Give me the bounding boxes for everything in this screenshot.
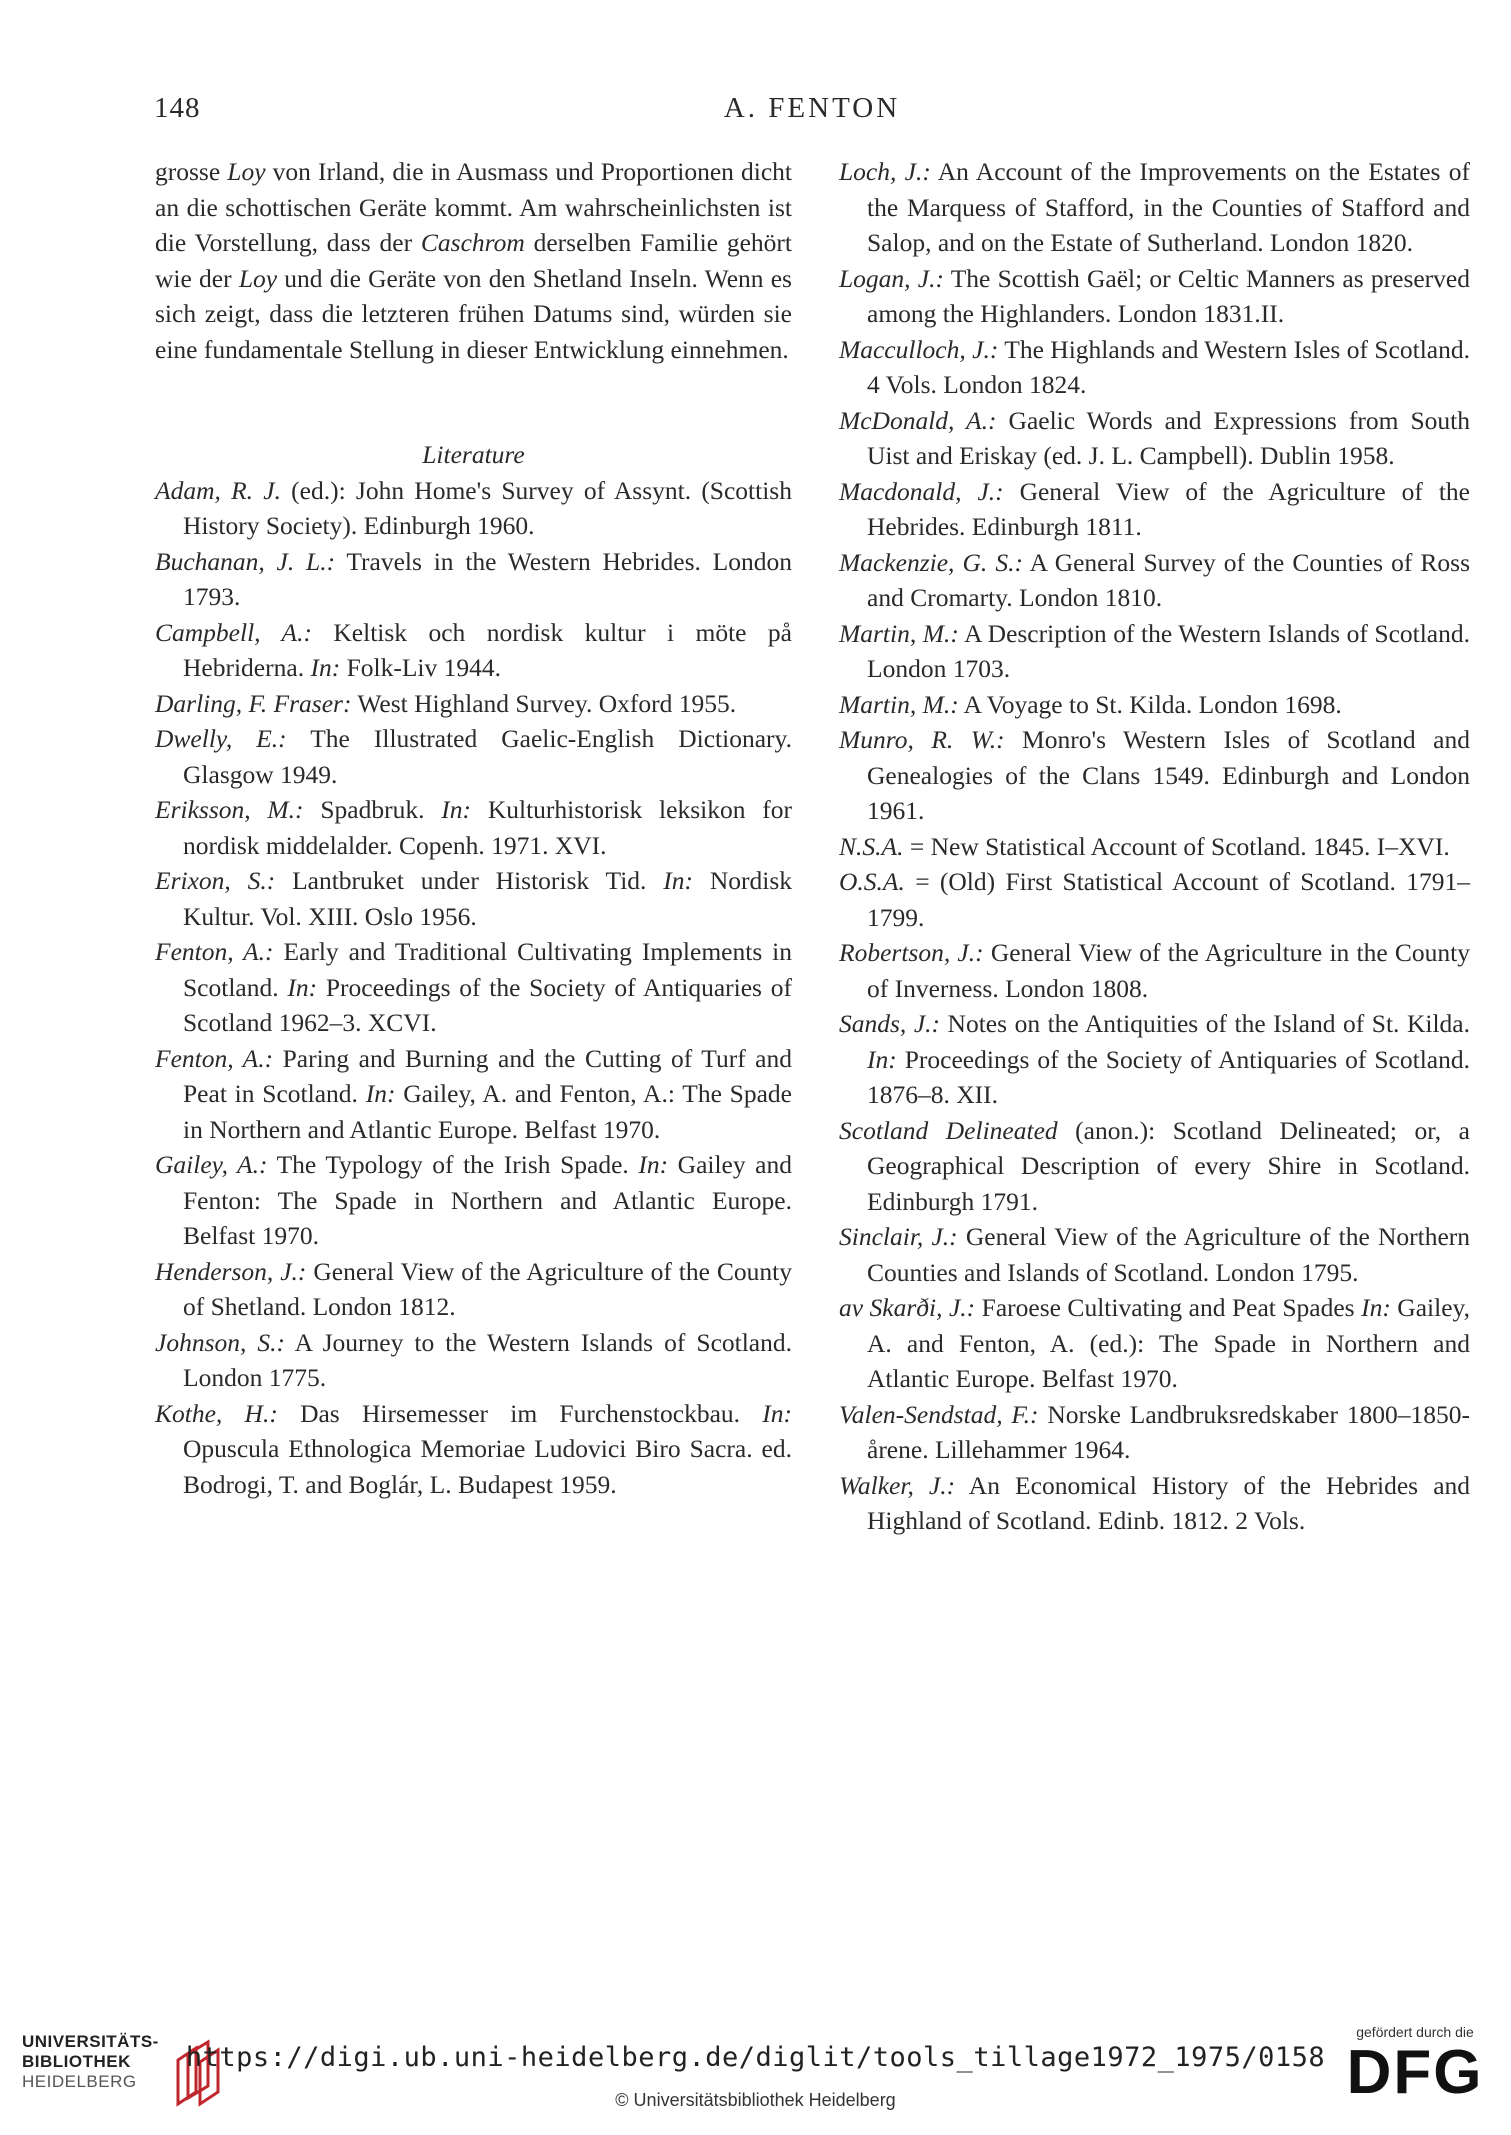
text-run: Monro's Western Isles of Scotland and Genealogies of the Clans 1549. Edinburgh and London 1961. [867, 725, 1470, 825]
italic-text: Walker, J.: [839, 1470, 956, 1500]
italic-text: In: [663, 866, 693, 895]
italic-text: Eriksson, M.: [155, 795, 304, 824]
text-run: Keltisk och nordisk kultur i möte på Hebriderna. [183, 617, 792, 682]
italic-text: Valen-Sendstad, F.: [839, 1399, 1039, 1429]
italic-text: Loch, J.: [839, 157, 931, 186]
text-run: Folk-Liv 1944. [340, 653, 501, 682]
dfg-logo-text: DFG [1346, 2038, 1484, 2107]
reference-entry [155, 1147, 792, 1254]
italic-text: In: [1361, 1293, 1391, 1322]
text-run: Gailey, A. and Fenton, A.: The Spade in Northern and Atlantic Europe. Belfast 1970. [183, 1079, 792, 1144]
text-run: Gailey, A. and Fenton, A. (ed.): The Spade in Northern and Atlantic Europe. Belfast 1970. [867, 1293, 1470, 1393]
digitization-footer [0, 2010, 1511, 2135]
dfg-sponsor-logo [1335, 2024, 1495, 2124]
italic-text: In: [762, 1398, 792, 1428]
left-column [155, 154, 792, 1502]
intro-paragraph [155, 154, 792, 367]
reference-entry [839, 474, 1470, 545]
reference-entry [155, 473, 792, 544]
italic-text: McDonald, A.: [839, 405, 997, 435]
italic-text: O.S.A. [839, 867, 905, 896]
italic-text: Adam, R. J. [155, 475, 281, 505]
text-run: The Highlands and Western Isles of Scotland. 4 Vols. London 1824. [867, 334, 1470, 399]
text-run: (anon.): Scotland Delineated; or, a Geographical Description of every Shire in Scotland. Edinburgh 1791. [867, 1115, 1470, 1216]
reference-entry [839, 403, 1470, 474]
reference-entry [839, 616, 1470, 687]
italic-text: In: [441, 795, 472, 824]
reference-entry [839, 829, 1470, 865]
italic-text: Henderson, J.: [155, 1256, 307, 1286]
reference-entry [155, 934, 792, 1041]
text-run: Norske Landbruksredskaber 1800–1850-årene. Lillehammer 1964. [867, 1399, 1470, 1464]
running-head-author: A. FENTON [723, 92, 901, 124]
reference-entry [839, 1006, 1470, 1113]
italic-text: In: [867, 1044, 897, 1074]
italic-text: Loy [238, 263, 278, 293]
reference-entry [155, 863, 792, 934]
italic-text: Macdonald, J.: [839, 476, 1004, 506]
reference-entry [839, 722, 1470, 829]
text-run: General View of the Agriculture of the Hebrides. Edinburgh 1811. [867, 476, 1470, 541]
text-run: Travels in the Western Hebrides. London 1793. [183, 546, 792, 611]
text-run: Nordisk Kultur. Vol. XIII. Oslo 1956. [183, 866, 792, 931]
reference-entry [839, 864, 1470, 935]
uni-logo-line-1: UNIVERSITÄTS- [22, 2032, 159, 2051]
text-run: Gaelic Words and Expressions from South Uist and Eriskay (ed. J. L. Campbell). Dublin 1958. [867, 405, 1470, 470]
reference-entry [155, 792, 792, 863]
reference-entry [155, 686, 792, 722]
text-run: The Illustrated Gaelic-English Dictionary. Glasgow 1949. [183, 724, 792, 789]
text-run: A General Survey of the Counties of Ross and Cromarty. London 1810. [867, 547, 1470, 612]
left-reference-list [155, 473, 792, 1503]
italic-text: Campbell, A.: [155, 617, 312, 647]
page-number: 148 [154, 92, 201, 124]
text-run: = New Statistical Account of Scotland. 1845. I–XVI. [903, 831, 1450, 861]
italic-text: In: [638, 1150, 669, 1179]
copyright-notice: © Universitätsbibliothek Heidelberg [615, 2090, 896, 2110]
reference-entry [155, 1325, 792, 1396]
text-run: An Economical History of the Hebrides and Highland of Scotland. Edinb. 1812. 2 Vols. [867, 1470, 1471, 1535]
italic-text: In: [365, 1079, 396, 1108]
text-run: von Irland, die in Ausmass und Proportionen dicht an die schottischen Geräte kommt. Am wahrscheinlichsten ist die Vorstellung, dass der [155, 157, 792, 257]
text-run: General View of the Agriculture of the Northern Counties and Islands of Scotland. London 1795. [867, 1222, 1470, 1287]
text-run: derselben Familie gehört wie der [155, 228, 792, 293]
uni-logo-line-3: HEIDELBERG [22, 2072, 137, 2091]
italic-text: Gailey, A.: [155, 1150, 268, 1179]
text-run: An Account of the Improvements on the Estates of the Marquess of Stafford, in the Counties of Stafford and Salop, and on the Estate of Sutherland. London 1820. [867, 157, 1471, 257]
reference-entry [155, 544, 792, 615]
reference-entry [839, 687, 1470, 723]
reference-entry [839, 332, 1470, 403]
italic-text: Martin, M.: [839, 689, 959, 719]
running-head [154, 92, 1470, 132]
italic-text: Sands, J.: [839, 1009, 941, 1038]
text-run: Notes on the Antiquities of the Island of St. Kilda. [940, 1009, 1470, 1038]
text-run: A Journey to the Western Islands of Scotland. London 1775. [183, 1327, 792, 1392]
reference-entry [155, 615, 792, 686]
text-run: Lantbruket under Historisk Tid. [275, 866, 664, 895]
text-run: und die Geräte von den Shetland Inseln. Wenn es sich zeigt, dass die letzteren frühen Datums sind, würden sie eine fundamentale Stellung in dieser Entwicklung einnehmen. [155, 263, 792, 364]
text-run: Early and Traditional Cultivating Implements in Scotland. [183, 937, 792, 1002]
text-run: Paring and Burning and the Cutting of Turf and Peat in Scotland. [183, 1043, 792, 1108]
italic-text: Macculloch, J.: [839, 334, 999, 364]
italic-text: Kothe, H.: [155, 1398, 278, 1428]
text-run: Proceedings of the Society of Antiquaries of Scotland 1962–3. XCVI. [183, 972, 792, 1037]
reference-entry [155, 721, 792, 792]
text-run: Faroese Cultivating and Peat Spades [975, 1293, 1362, 1322]
text-run: West Highland Survey. Oxford 1955. [351, 688, 737, 718]
italic-text: Martin, M.: [839, 618, 959, 648]
italic-text: Caschrom [420, 228, 525, 257]
text-run: Das Hirsemesser im Furchenstockbau. [277, 1398, 763, 1428]
uni-logo-line-2: BIBLIOTHEK [22, 2052, 131, 2071]
italic-text: Fenton, A.: [155, 937, 274, 966]
text-run: A Voyage to St. Kilda. London 1698. [958, 689, 1342, 719]
text-run: General View of the Agriculture of the County of Shetland. London 1812. [183, 1256, 792, 1321]
reference-entry [839, 1113, 1470, 1220]
reference-entry [155, 1396, 792, 1503]
italic-text: Scotland Delineated [839, 1115, 1058, 1145]
italic-text: Mackenzie, G. S.: [839, 547, 1023, 577]
text-run: Kulturhistorisk leksikon for nordisk middelalder. Copenh. 1971. XVI. [183, 795, 792, 860]
italic-text: Buchanan, J. L.: [155, 546, 336, 576]
text-run: The Typology of the Irish Spade. [267, 1150, 639, 1179]
text-run: Opuscula Ethnologica Memoriae Ludovici Biro Sacra. ed. Bodrogi, T. and Boglár, L. Budapest 1959. [183, 1434, 792, 1499]
reference-entry [839, 1219, 1470, 1290]
text-run: Proceedings of the Society of Antiquaries of Scotland. 1876–8. XII. [867, 1044, 1470, 1109]
text-run: (ed.): John Home's Survey of Assynt. (Scottish History Society). Edinburgh 1960. [183, 475, 792, 540]
reference-entry [155, 1254, 792, 1325]
italic-text: av Skarði, J.: [839, 1293, 976, 1322]
italic-text: Robertson, J.: [839, 938, 984, 967]
italic-text: Dwelly, E.: [155, 724, 287, 753]
italic-text: Johnson, S.: [155, 1327, 285, 1357]
text-run: Spadbruk. [303, 795, 442, 824]
text-run: A Description of the Western Islands of Scotland. London 1703. [867, 618, 1471, 683]
text-run: General View of the Agriculture in the County of Inverness. London 1808. [867, 938, 1471, 1003]
italic-text: N.S.A. [839, 831, 904, 861]
reference-entry [839, 1397, 1470, 1468]
reference-entry [839, 1290, 1470, 1397]
italic-text: Darling, F. Fraser: [155, 688, 352, 718]
reference-entry [839, 154, 1470, 261]
permalink-url[interactable]: https://digi.ub.uni-heidelberg.de/diglit/tools_tillage1972_1975/0158 [185, 2042, 1326, 2073]
italic-text: Munro, R. W.: [839, 725, 1005, 754]
reference-entry [155, 1041, 792, 1148]
text-run: grosse [155, 157, 228, 186]
text-run: The Scottish Gaël; or Celtic Manners as preserved among the Highlanders. London 1831.II. [867, 263, 1470, 328]
italic-text: Logan, J.: [839, 263, 944, 293]
reference-entry [839, 545, 1470, 616]
italic-text: Sinclair, J.: [839, 1222, 958, 1251]
reference-entry [839, 1468, 1470, 1539]
right-column [839, 154, 1470, 1539]
sponsor-label: gefördert durch die [1356, 2024, 1474, 2040]
italic-text: Loy [227, 157, 266, 186]
text-run: Gailey and Fenton: The Spade in Northern and Atlantic Europe. Belfast 1970. [183, 1150, 793, 1250]
italic-text: In: [287, 972, 318, 1002]
text-run: = (Old) First Statistical Account of Scotland. 1791–1799. [867, 867, 1470, 932]
italic-text: In: [310, 653, 341, 682]
italic-text: Erixon, S.: [155, 866, 276, 895]
right-reference-list [839, 154, 1470, 1539]
reference-entry [839, 261, 1470, 332]
literature-heading: Literature [422, 440, 525, 469]
italic-text: Fenton, A.: [155, 1043, 274, 1073]
reference-entry [839, 935, 1470, 1006]
